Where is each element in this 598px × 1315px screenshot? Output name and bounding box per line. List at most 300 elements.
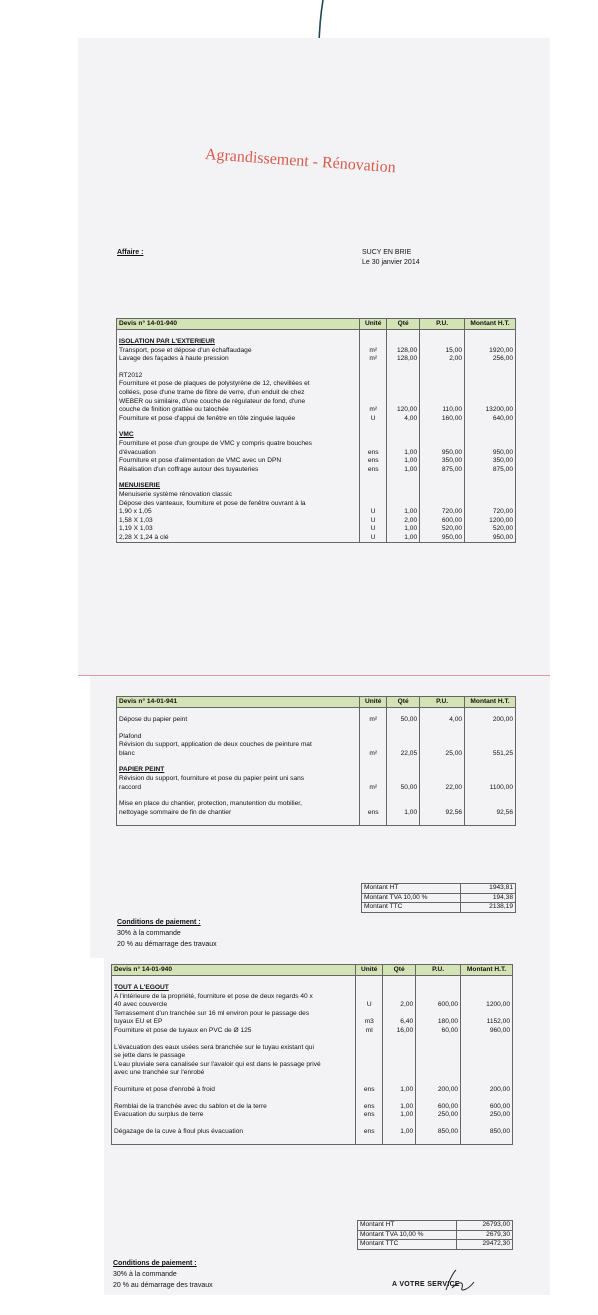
table-row <box>112 1086 513 1095</box>
row-description: PAPIER PEINT <box>117 766 360 775</box>
row-quantity: 1,00 <box>387 809 420 818</box>
row-unit-price: 160,00 <box>420 415 465 424</box>
row-unit <box>360 792 387 800</box>
row-amount <box>461 984 513 993</box>
row-quantity <box>387 792 420 800</box>
row-amount: 551,25 <box>465 750 516 759</box>
row-unit <box>360 380 387 389</box>
row-amount: 875,00 <box>465 466 516 475</box>
col-pu: P.U. <box>420 697 465 708</box>
row-unit-price: 15,00 <box>420 347 465 356</box>
table-row <box>117 431 516 440</box>
row-unit-price <box>416 1044 461 1053</box>
row-unit: U <box>360 415 387 424</box>
row-unit-price: 950,00 <box>420 449 465 458</box>
table-row <box>117 792 516 800</box>
devis-table-2 <box>116 696 516 826</box>
table-row <box>117 423 516 431</box>
row-amount <box>461 1010 513 1019</box>
row-unit: ens <box>360 466 387 475</box>
row-amount <box>465 338 516 347</box>
table-row <box>117 364 516 372</box>
row-description <box>117 364 360 372</box>
total-row <box>362 884 516 894</box>
row-amount <box>461 1061 513 1070</box>
row-description: Remblai de la tranchée avec du sablon et de la terre <box>112 1103 356 1112</box>
row-unit-price: 950,00 <box>420 534 465 543</box>
row-quantity: 1,00 <box>387 449 420 458</box>
row-description: A l'intérieure de la propriété, fourniture et pose de deux regards 40 x <box>112 993 356 1002</box>
row-description <box>117 792 360 800</box>
devis-number: Devis n° 14-01-940 <box>117 319 360 330</box>
row-unit <box>360 398 387 407</box>
row-unit-price: 600,00 <box>416 1103 461 1112</box>
table-row <box>117 330 516 339</box>
row-unit <box>360 491 387 500</box>
table-row <box>117 500 516 509</box>
row-unit-price: 250,00 <box>416 1111 461 1120</box>
row-unit-price <box>420 482 465 491</box>
row-description <box>112 1120 356 1128</box>
row-amount: 200,00 <box>465 716 516 725</box>
row-description: RT2012 <box>117 372 360 381</box>
signature-text: A VOTRE SERVICE <box>392 1281 460 1288</box>
row-unit <box>360 741 387 750</box>
row-unit-price <box>420 474 465 482</box>
table-row <box>117 800 516 809</box>
row-unit: U <box>360 508 387 517</box>
devis-table-3 <box>111 964 513 1145</box>
row-unit-price <box>420 398 465 407</box>
row-quantity <box>387 741 420 750</box>
row-quantity <box>387 372 420 381</box>
row-unit-price: 22,00 <box>420 784 465 793</box>
row-amount: 1200,00 <box>465 517 516 526</box>
row-quantity <box>387 817 420 826</box>
col-qte: Qté <box>387 319 420 330</box>
row-description: Fourniture et pose d'un groupe de VMC y compris quatre bouches <box>117 440 360 449</box>
row-quantity <box>387 423 420 431</box>
row-unit-price: 720,00 <box>420 508 465 517</box>
total-row <box>362 903 516 913</box>
row-unit-price <box>420 330 465 339</box>
document-heading: Agrandissement - Rénovation <box>204 146 397 177</box>
totals-table-2 <box>361 883 516 913</box>
row-amount <box>461 976 513 985</box>
row-amount <box>461 993 513 1002</box>
conditions-title-1: Conditions de paiement : <box>117 919 201 926</box>
row-quantity <box>383 1061 416 1070</box>
date: Le 30 janvier 2014 <box>362 259 420 266</box>
total-row <box>362 893 516 903</box>
row-description: Menuiserie système rénovation classic <box>117 491 360 500</box>
row-quantity <box>387 330 420 339</box>
row-unit <box>360 800 387 809</box>
row-amount: 1200,00 <box>461 1001 513 1010</box>
row-description: VMC <box>117 431 360 440</box>
table-row <box>117 525 516 534</box>
table-row <box>117 534 516 543</box>
row-unit: m² <box>360 406 387 415</box>
row-quantity: 2,00 <box>383 1001 416 1010</box>
row-unit <box>356 1095 383 1103</box>
row-description: 1,90 x 1,05 <box>117 508 360 517</box>
row-quantity: 50,00 <box>387 784 420 793</box>
table-row <box>117 716 516 725</box>
row-quantity <box>387 364 420 372</box>
affaire-label: Affaire : <box>117 249 144 256</box>
row-unit: m² <box>360 716 387 725</box>
table-row <box>117 372 516 381</box>
row-quantity <box>387 766 420 775</box>
row-description <box>112 1095 356 1103</box>
row-unit-price: 200,00 <box>416 1086 461 1095</box>
total-label: Montant TVA 10,00 % <box>362 893 461 903</box>
table-row <box>117 733 516 742</box>
row-amount: 92,56 <box>465 809 516 818</box>
table-row <box>112 1069 513 1078</box>
row-quantity: 120,00 <box>387 406 420 415</box>
row-unit-price <box>416 1069 461 1078</box>
row-amount: 600,00 <box>461 1103 513 1112</box>
conditions-line: 30% à la commande <box>113 1271 177 1278</box>
row-unit-price <box>416 1061 461 1070</box>
row-description: Dépose des vanteaux, fourniture et pose de fenêtre ouvrant à la <box>117 500 360 509</box>
row-unit-price: 350,00 <box>420 457 465 466</box>
row-description <box>112 1036 356 1044</box>
row-quantity <box>383 976 416 985</box>
total-value: 194,38 <box>461 893 516 903</box>
row-description: Plafond <box>117 733 360 742</box>
row-amount <box>465 398 516 407</box>
row-unit-price <box>420 725 465 733</box>
row-unit-price <box>420 817 465 826</box>
row-quantity <box>387 775 420 784</box>
row-unit <box>356 984 383 993</box>
total-value: 1943,81 <box>461 884 516 894</box>
row-description: L'eau pluviale sera canalisée sur l'avaloir qui est dans le passage privé <box>112 1061 356 1070</box>
row-unit <box>356 1036 383 1044</box>
row-description: L'évacuation des eaux usées sera branchée sur le tuyau existant qui <box>112 1044 356 1053</box>
row-quantity <box>387 440 420 449</box>
table-row <box>117 750 516 759</box>
row-unit <box>360 423 387 431</box>
row-unit <box>356 1078 383 1086</box>
row-description <box>117 423 360 431</box>
row-description: Fourniture et pose d'enrobé à froid <box>112 1086 356 1095</box>
row-amount: 1152,00 <box>461 1018 513 1027</box>
row-quantity: 50,00 <box>387 716 420 725</box>
row-quantity <box>387 398 420 407</box>
row-amount <box>465 708 516 717</box>
row-amount <box>465 817 516 826</box>
row-unit-price: 850,00 <box>416 1128 461 1137</box>
table-row <box>117 517 516 526</box>
row-unit: ens <box>356 1086 383 1095</box>
row-description: nettoyage sommaire de fin de chantier <box>117 809 360 818</box>
table-row <box>117 482 516 491</box>
row-amount <box>465 364 516 372</box>
row-amount: 850,00 <box>461 1128 513 1137</box>
row-unit <box>360 758 387 766</box>
row-unit-price <box>416 984 461 993</box>
row-unit-price <box>420 372 465 381</box>
table-row <box>117 380 516 389</box>
table-row <box>117 491 516 500</box>
row-quantity <box>387 338 420 347</box>
table-row <box>112 1111 513 1120</box>
table-row <box>117 338 516 347</box>
row-unit-price: 520,00 <box>420 525 465 534</box>
row-quantity <box>383 1078 416 1086</box>
table-row <box>112 1095 513 1103</box>
row-quantity: 1,00 <box>383 1103 416 1112</box>
table-row <box>117 347 516 356</box>
row-unit: ml <box>356 1027 383 1036</box>
conditions-line: 30% à la commande <box>117 930 181 937</box>
devis-number: Devis n° 14-01-941 <box>117 697 360 708</box>
row-description: Dégazage de la cuve à floul plus évacuation <box>112 1128 356 1137</box>
row-unit <box>356 1052 383 1061</box>
row-unit: U <box>356 1001 383 1010</box>
row-amount <box>465 330 516 339</box>
row-unit <box>356 993 383 1002</box>
row-amount <box>461 1069 513 1078</box>
row-amount <box>465 482 516 491</box>
row-amount: 520,00 <box>465 525 516 534</box>
row-unit-price: 110,00 <box>420 406 465 415</box>
row-unit <box>360 725 387 733</box>
row-unit: ens <box>360 809 387 818</box>
row-unit-price <box>420 431 465 440</box>
row-amount <box>461 1078 513 1086</box>
row-quantity <box>387 800 420 809</box>
row-quantity <box>383 1095 416 1103</box>
col-unite: Unité <box>360 319 387 330</box>
row-description <box>112 1078 356 1086</box>
row-unit-price <box>420 389 465 398</box>
row-unit: ens <box>356 1128 383 1137</box>
row-quantity: 1,00 <box>387 508 420 517</box>
row-amount: 256,00 <box>465 355 516 364</box>
row-amount <box>465 440 516 449</box>
col-qte: Qté <box>387 697 420 708</box>
col-qte: Qté <box>383 965 416 976</box>
row-amount <box>465 474 516 482</box>
row-unit: ens <box>356 1103 383 1112</box>
table-row <box>117 758 516 766</box>
row-unit <box>360 364 387 372</box>
row-unit-price <box>416 1136 461 1145</box>
total-value: 26793,00 <box>457 1221 513 1231</box>
row-unit <box>356 1136 383 1145</box>
row-amount <box>465 800 516 809</box>
row-description: raccord <box>117 784 360 793</box>
row-unit <box>360 775 387 784</box>
row-amount <box>465 380 516 389</box>
row-description <box>117 474 360 482</box>
col-pu: P.U. <box>416 965 461 976</box>
total-label: Montant TTC <box>358 1240 457 1250</box>
table-row <box>112 1128 513 1137</box>
table-row <box>117 725 516 733</box>
row-unit-price <box>416 1078 461 1086</box>
table-row <box>117 741 516 750</box>
row-description <box>112 976 356 985</box>
row-quantity: 6,40 <box>383 1018 416 1027</box>
row-description: Evacuation du surplus de terre <box>112 1111 356 1120</box>
row-quantity: 1,00 <box>387 525 420 534</box>
col-pu: P.U. <box>420 319 465 330</box>
total-row <box>358 1240 513 1250</box>
row-unit: ens <box>360 457 387 466</box>
row-unit <box>356 1061 383 1070</box>
row-amount <box>461 1120 513 1128</box>
row-amount <box>461 1036 513 1044</box>
row-description: Fourniture et pose d'appui de fenêtre en tôle zinguée laquée <box>117 415 360 424</box>
row-amount <box>465 766 516 775</box>
row-unit <box>360 440 387 449</box>
row-amount <box>465 431 516 440</box>
row-amount: 1100,00 <box>465 784 516 793</box>
row-quantity: 22,05 <box>387 750 420 759</box>
row-unit: ens <box>356 1111 383 1120</box>
row-quantity: 128,00 <box>387 347 420 356</box>
row-unit <box>360 733 387 742</box>
row-description <box>112 1136 356 1145</box>
row-unit-price <box>416 1036 461 1044</box>
row-amount <box>465 491 516 500</box>
row-unit <box>356 1069 383 1078</box>
row-unit-price: 92,56 <box>420 809 465 818</box>
table-row <box>112 1120 513 1128</box>
total-value: 2138,19 <box>461 903 516 913</box>
table-row <box>117 508 516 517</box>
table-row <box>117 457 516 466</box>
row-unit-price <box>420 500 465 509</box>
table-row <box>112 1010 513 1019</box>
row-unit-price <box>420 708 465 717</box>
row-quantity: 1,00 <box>387 534 420 543</box>
row-quantity <box>383 1036 416 1044</box>
table-row <box>112 1036 513 1044</box>
row-quantity <box>383 1120 416 1128</box>
row-unit-price <box>420 380 465 389</box>
row-unit <box>360 338 387 347</box>
row-unit <box>360 372 387 381</box>
table-row <box>117 775 516 784</box>
row-amount <box>465 389 516 398</box>
row-description: ISOLATION PAR L'EXTERIEUR <box>117 338 360 347</box>
row-description: TOUT A L'EGOUT <box>112 984 356 993</box>
row-amount <box>465 500 516 509</box>
table-row <box>117 766 516 775</box>
row-unit-price: 2,00 <box>420 355 465 364</box>
row-description: Réalisation d'un coffrage autour des tuyauteries <box>117 466 360 475</box>
row-quantity: 2,00 <box>387 517 420 526</box>
row-unit-price <box>416 1052 461 1061</box>
row-unit-price: 25,00 <box>420 750 465 759</box>
table-row <box>117 474 516 482</box>
row-description <box>117 725 360 733</box>
row-amount: 250,00 <box>461 1111 513 1120</box>
row-unit <box>356 1010 383 1019</box>
table-row <box>117 406 516 415</box>
row-description: MENUISERIE <box>117 482 360 491</box>
total-row <box>358 1230 513 1240</box>
row-unit-price: 875,00 <box>420 466 465 475</box>
row-amount: 200,00 <box>461 1086 513 1095</box>
row-description: Terrassement d'un tranchée sur 16 ml environ pour le passage des <box>112 1010 356 1019</box>
col-montant: Montant H.T. <box>465 319 516 330</box>
row-quantity <box>387 389 420 398</box>
row-description <box>117 708 360 717</box>
row-quantity: 128,00 <box>387 355 420 364</box>
row-quantity <box>387 500 420 509</box>
row-quantity: 1,00 <box>387 466 420 475</box>
row-unit-price <box>416 993 461 1002</box>
row-description: 40 avec couvercle <box>112 1001 356 1010</box>
total-label: Montant TVA 10,00 % <box>358 1230 457 1240</box>
row-quantity <box>387 725 420 733</box>
conditions-line: 20 % au démarrage des travaux <box>117 941 217 948</box>
row-description: Révision du support, application de deux couches de peinture mat <box>117 741 360 750</box>
col-unite: Unité <box>360 697 387 708</box>
devis-number: Devis n° 14-01-940 <box>112 965 356 976</box>
row-amount <box>465 423 516 431</box>
table-row <box>117 398 516 407</box>
row-unit-price: 60,00 <box>416 1027 461 1036</box>
conditions-line: 20 % au démarrage des travaux <box>113 1282 213 1289</box>
row-unit-price <box>420 741 465 750</box>
row-quantity <box>383 1069 416 1078</box>
row-unit <box>360 817 387 826</box>
table-row <box>117 440 516 449</box>
row-description: Mise en place du chantier, protection, manutention du mobilier, <box>117 800 360 809</box>
row-description: d'évacuation <box>117 449 360 458</box>
row-description: Transport, pose et dépose d'un échaffaudage <box>117 347 360 356</box>
row-quantity <box>383 993 416 1002</box>
location: SUCY EN BRIE <box>362 249 412 256</box>
row-amount <box>465 741 516 750</box>
row-quantity <box>383 1010 416 1019</box>
row-description: 2,28 X 1,24 à clé <box>117 534 360 543</box>
row-description <box>117 817 360 826</box>
row-quantity <box>387 482 420 491</box>
row-amount <box>461 1044 513 1053</box>
totals-table-3 <box>357 1220 513 1250</box>
row-amount <box>465 792 516 800</box>
row-quantity: 1,00 <box>387 457 420 466</box>
row-description: tuyaux EU et EP <box>112 1018 356 1027</box>
total-label: Montant TTC <box>362 903 461 913</box>
row-quantity <box>383 1052 416 1061</box>
table-row <box>112 993 513 1002</box>
table-row <box>117 389 516 398</box>
row-amount: 950,00 <box>465 534 516 543</box>
row-unit: m² <box>360 784 387 793</box>
table-row <box>112 1103 513 1112</box>
row-unit: ens <box>360 449 387 458</box>
row-unit <box>356 1044 383 1053</box>
row-description: Dépose du papier peint <box>117 716 360 725</box>
row-quantity <box>383 984 416 993</box>
row-unit-price <box>420 423 465 431</box>
row-quantity <box>383 1136 416 1145</box>
row-unit-price <box>420 733 465 742</box>
table-row <box>117 355 516 364</box>
row-description: Fourniture et pose de plaques de polystyrène de 12, chevillées et <box>117 380 360 389</box>
